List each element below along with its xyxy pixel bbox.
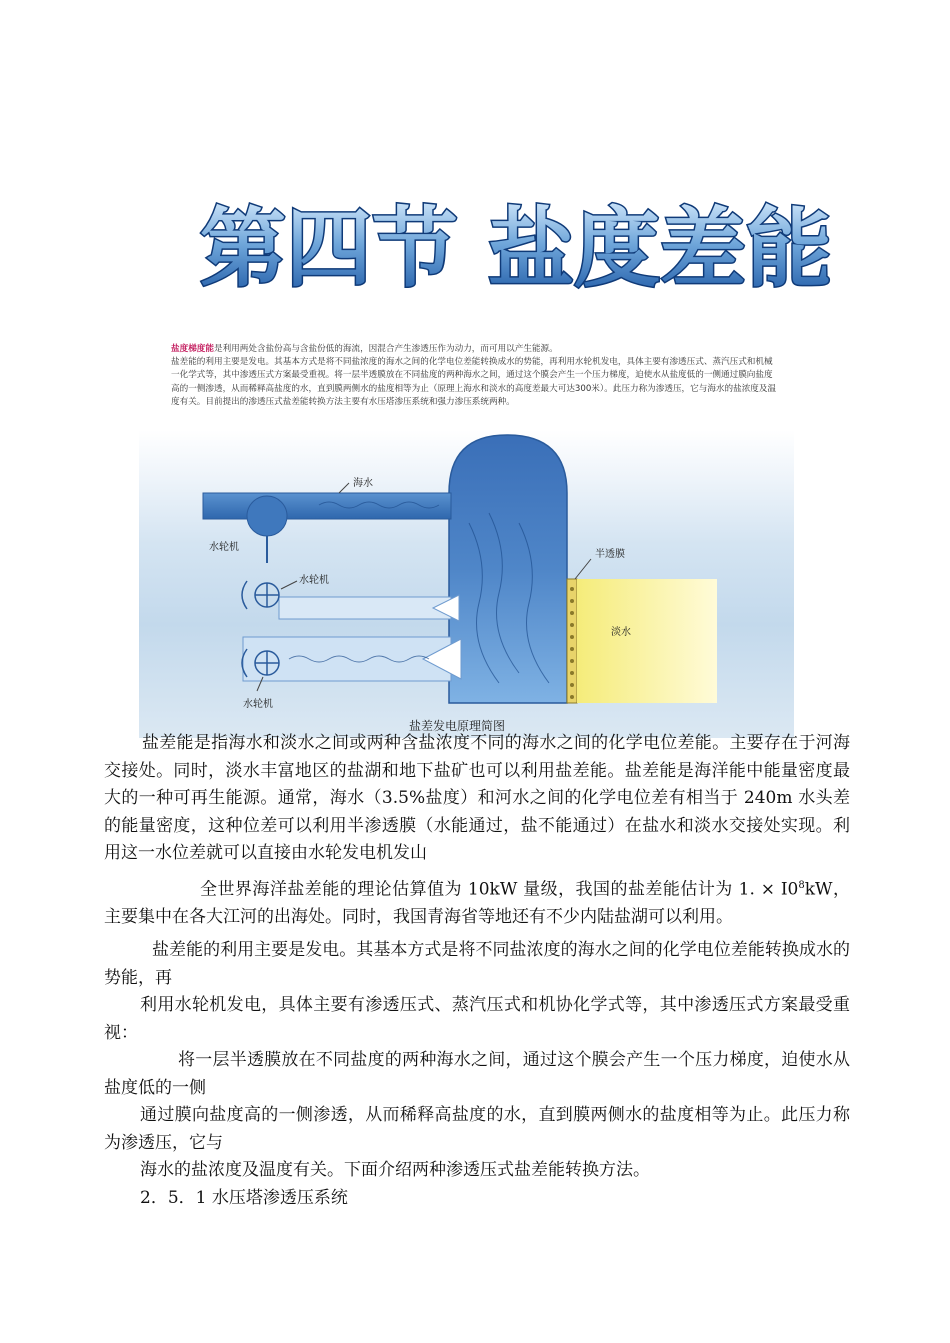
paragraph-3: 盐差能的利用主要是发电。其基本方式是将不同盐浓度的海水之间的化学电位差能转换成水的势能，再 [104, 940, 850, 988]
paragraph-2-sup: 8 [798, 879, 805, 891]
paragraph-2 [104, 872, 850, 932]
paragraph-4: 利用水轮机发电，具体主要有渗透压式、蒸汽压式和机协化学式等，其中渗透压式方案最受重视： [104, 995, 850, 1043]
figure-caption: 盐差发电原理简图 [409, 719, 506, 733]
paragraph-2a: 全世界海洋盐差能的理论估算值为 10kW 量级，我国的盐差能估计为 1. × I0 [200, 879, 799, 900]
intro-term: 盐度梯度能 [171, 344, 214, 354]
section-title: 第四节 盐度差能 [200, 199, 832, 299]
paragraph-7: 海水的盐浓度及温度有关。下面介绍两种渗透压式盐差能转换方法。 [140, 1160, 650, 1181]
figure-intro-text [171, 343, 781, 409]
salinity-power-diagram [139, 333, 794, 738]
label-turbine-3: 水轮机 [243, 699, 273, 710]
label-seawater: 海水 [353, 478, 373, 489]
section-title-banner [196, 196, 836, 300]
label-turbine-2: 水轮机 [299, 575, 329, 586]
label-freshwater: 淡水 [611, 627, 631, 638]
paragraph-5: 将一层半透膜放在不同盐度的两种海水之间，通过这个膜会产生一个压力梯度，迫使水从盐度低的一侧 [104, 1050, 850, 1098]
section-heading-2-5-1: 2．5．1 水压塔渗透压系统 [140, 1187, 348, 1208]
paragraph-6: 通过膜向盐度高的一侧渗透，从而稀释高盐度的水，直到膜两侧水的盐度相等为止。此压力称为渗透压，它与 [104, 1105, 850, 1153]
intro-body: 盐差能的利用主要是发电。其基本方式是将不同盐浓度的海水之间的化学电位差能转换成水的势能，再利用水轮机发电，具体主要有渗透压式、蒸汽压式和机械一化学式等，其中渗透压式方案最受重视。将一层半透膜放在不同盐度的两种海水之间，通过这个膜会产生一个压力梯度，迫使水从盐度低的一侧通过膜向盐度高的一侧渗透，从而稀释高盐度的水，直到膜两侧水的盐度相等为止（原理上海水和淡水的高度差最大可达300米）。此压力称为渗透压，它与海水的盐浓度及温度有关。目前提出的渗透压式盐差能转换方法主要有水压塔渗压系统和强力渗压系统两种。 [171, 357, 777, 407]
label-membrane: 半透膜 [595, 549, 625, 560]
intro-rest: 是利用两处含盐份高与含盐份低的海流，因混合产生渗透压作为动力，而可用以产生能源。 [213, 344, 558, 354]
paragraph-2b: kW，主要集中在各大江河的出海处。同时，我国青海省等地还有不少内陆盐湖可以利用。 [104, 879, 850, 927]
body-text [104, 730, 850, 1212]
label-turbine-1: 水轮机 [209, 542, 239, 553]
paragraph-1: 盐差能是指海水和淡水之间或两种含盐浓度不同的海水之间的化学电位差能。主要存在于河海交接处。同时，淡水丰富地区的盐湖和地下盐矿也可以利用盐差能。盐差能是海洋能中能量密度最大的一种可再生能源。通常，海水（3.5%盐度）和河水之间的化学电位差有相当于 240m 水头差的能量密度，这种位差可以利用半渗透膜（水能通过，盐不能通过）在盐水和淡水交接处实现。利用这一水位差就可以直接由水轮发电机发山 [104, 733, 850, 863]
